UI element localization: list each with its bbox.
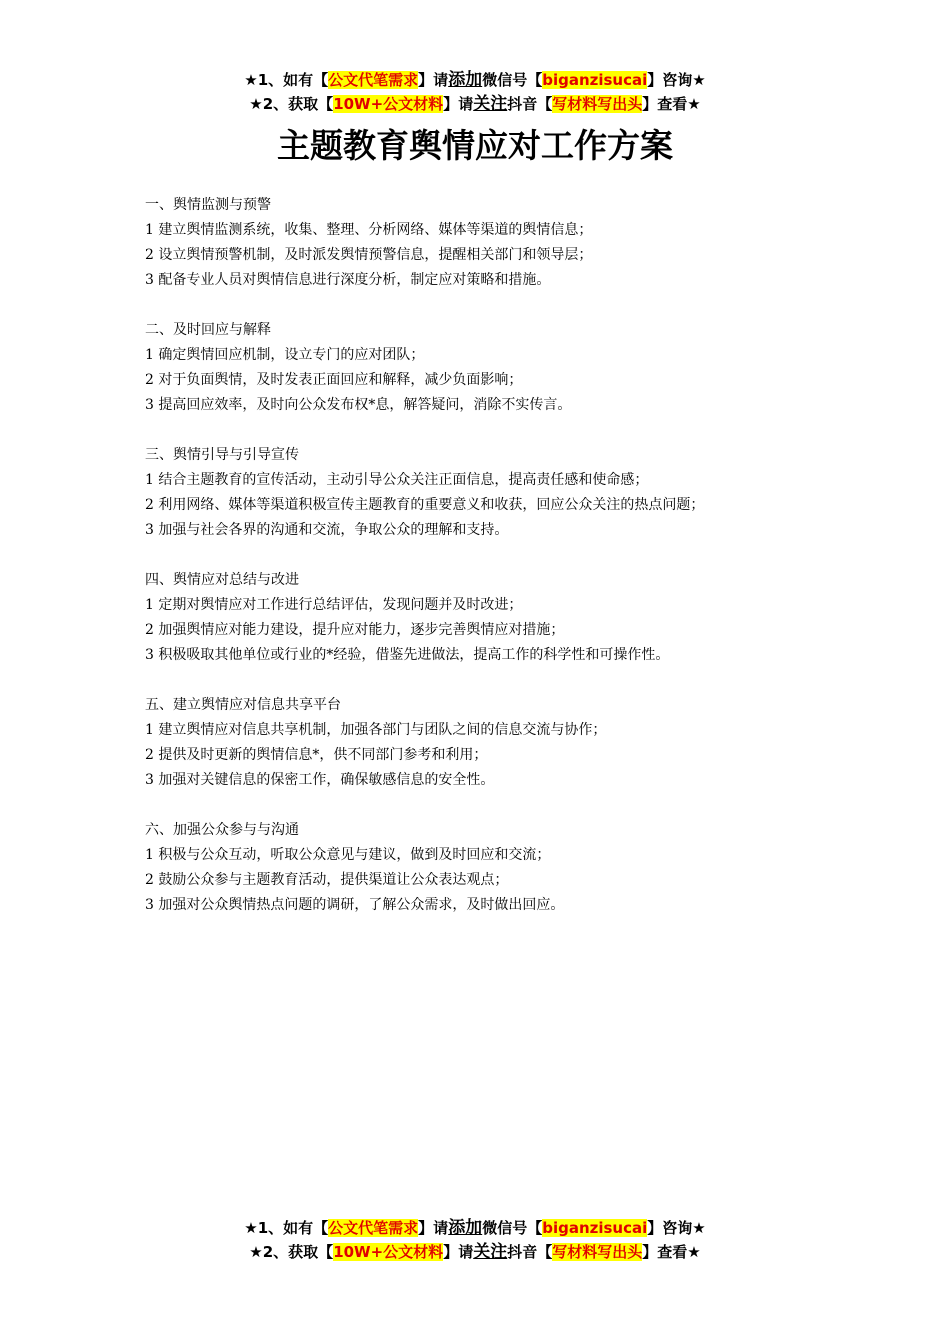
section-item: 2 设立舆情预警机制，及时派发舆情预警信息，提醒相关部门和领导层； <box>145 247 593 263</box>
promo-line-2-emphasis: 关注 <box>473 1242 508 1262</box>
promo-line-1 <box>0 68 950 92</box>
section-item: 1 确定舆情回应机制，设立专门的应对团队； <box>145 347 425 363</box>
section-item: 1 结合主题教育的宣传活动，主动引导公众关注正面信息，提高责任感和使命感； <box>145 472 649 488</box>
section-heading: 三、舆情引导与引导宣传 <box>145 447 299 463</box>
promo-line-1-mid: 】请 <box>418 71 449 89</box>
promo-line-1-prefix: ★1、如有【 <box>244 71 329 89</box>
section-1 <box>145 193 785 293</box>
promo-line-2 <box>0 92 950 116</box>
promo-footer <box>0 1216 950 1264</box>
section-item: 1 建立舆情监测系统，收集、整理、分析网络、媒体等渠道的舆情信息； <box>145 222 593 238</box>
section-item: 3 提高回应效率，及时向公众发布权*息，解答疑问，消除不实传言。 <box>145 397 572 413</box>
promo-line-2-highlight-douyin: 写材料写出头 <box>552 95 643 113</box>
promo-line-1-suffix: 】咨询★ <box>647 71 706 89</box>
document-title: 主题教育舆情应对工作方案 <box>277 126 673 165</box>
promo-line-1-emphasis: 添加 <box>448 70 483 90</box>
promo-line-2-mid: 】请 <box>443 95 474 113</box>
section-item: 2 利用网络、媒体等渠道积极宣传主题教育的重要意义和收获，回应公众关注的热点问题； <box>145 497 705 513</box>
section-heading: 六、加强公众参与与沟通 <box>145 822 299 838</box>
promo-line-1-highlight-service: 公文代笔需求 <box>328 71 419 89</box>
section-item: 3 加强对公众舆情热点问题的调研，了解公众需求，及时做出回应。 <box>145 897 565 913</box>
promo-line-1-highlight-service: 公文代笔需求 <box>328 1219 419 1237</box>
section-item: 1 积极与公众互动，听取公众意见与建议，做到及时回应和交流； <box>145 847 551 863</box>
promo-line-2-mid2: 抖音【 <box>507 95 553 113</box>
promo-line-1-prefix: ★1、如有【 <box>244 1219 329 1237</box>
promo-line-2-highlight-materials: 10W+公文材料 <box>333 95 444 113</box>
section-item: 2 鼓励公众参与主题教育活动，提供渠道让公众表达观点； <box>145 872 509 888</box>
document-body <box>145 193 785 943</box>
section-item: 3 配备专业人员对舆情信息进行深度分析，制定应对策略和措施。 <box>145 272 551 288</box>
promo-line-2-suffix: 】查看★ <box>642 1243 701 1261</box>
promo-line-2-mid2: 抖音【 <box>507 1243 553 1261</box>
section-3 <box>145 443 785 543</box>
section-item: 1 建立舆情应对信息共享机制，加强各部门与团队之间的信息交流与协作； <box>145 722 607 738</box>
promo-line-2-mid: 】请 <box>443 1243 474 1261</box>
section-heading: 二、及时回应与解释 <box>145 322 271 338</box>
promo-line-1-emphasis: 添加 <box>448 1218 483 1238</box>
promo-line-2-prefix: ★2、获取【 <box>249 1243 334 1261</box>
section-heading: 五、建立舆情应对信息共享平台 <box>145 697 341 713</box>
section-item: 2 提供及时更新的舆情信息*，供不同部门参考和利用； <box>145 747 488 763</box>
section-heading: 一、舆情监测与预警 <box>145 197 271 213</box>
section-item: 1 定期对舆情应对工作进行总结评估，发现问题并及时改进； <box>145 597 523 613</box>
promo-line-2-suffix: 】查看★ <box>642 95 701 113</box>
promo-line-2-emphasis: 关注 <box>473 94 508 114</box>
section-5 <box>145 693 785 793</box>
promo-line-2-highlight-materials: 10W+公文材料 <box>333 1243 444 1261</box>
promo-line-1 <box>0 1216 950 1240</box>
promo-header <box>0 68 950 116</box>
section-item: 2 对于负面舆情，及时发表正面回应和解释，减少负面影响； <box>145 372 523 388</box>
promo-line-1-highlight-wechat: biganzisucai <box>542 71 648 89</box>
section-heading: 四、舆情应对总结与改进 <box>145 572 299 588</box>
promo-line-1-mid2: 微信号【 <box>482 71 543 89</box>
promo-line-1-suffix: 】咨询★ <box>647 1219 706 1237</box>
section-item: 3 积极吸取其他单位或行业的*经验，借鉴先进做法，提高工作的科学性和可操作性。 <box>145 647 670 663</box>
promo-line-1-mid: 】请 <box>418 1219 449 1237</box>
section-6 <box>145 818 785 918</box>
promo-line-1-highlight-wechat: biganzisucai <box>542 1219 648 1237</box>
section-2 <box>145 318 785 418</box>
promo-line-1-mid2: 微信号【 <box>482 1219 543 1237</box>
section-4 <box>145 568 785 668</box>
section-item: 3 加强与社会各界的沟通和交流，争取公众的理解和支持。 <box>145 522 509 538</box>
section-item: 2 加强舆情应对能力建设，提升应对能力，逐步完善舆情应对措施； <box>145 622 565 638</box>
promo-line-2-prefix: ★2、获取【 <box>249 95 334 113</box>
promo-line-2-highlight-douyin: 写材料写出头 <box>552 1243 643 1261</box>
promo-line-2 <box>0 1240 950 1264</box>
section-item: 3 加强对关键信息的保密工作，确保敏感信息的安全性。 <box>145 772 495 788</box>
